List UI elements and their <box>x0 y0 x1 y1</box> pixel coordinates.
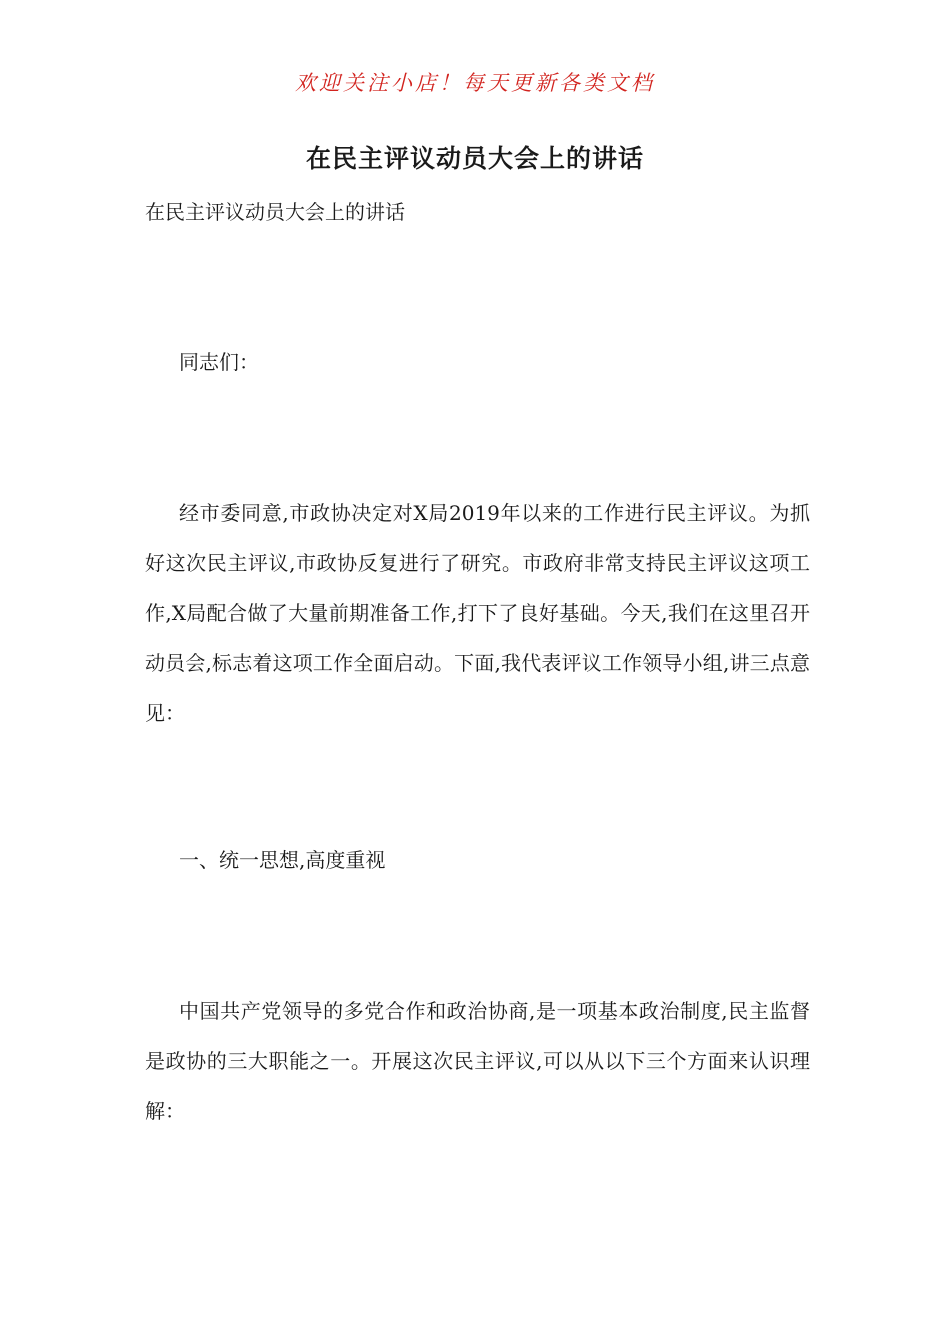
section-heading-1: 一、统一思想,高度重视 <box>179 848 386 872</box>
salutation-paragraph: 同志们： <box>179 350 259 374</box>
store-banner: 欢迎关注小店！每天更新各类文档 <box>295 71 655 95</box>
section-body-paragraph: 中国共产党领导的多党合作和政治协商,是一项基本政治制度,民主监督是政协的三大职能之一。开展这次民主评议,可以从以下三个方面来认识理解： <box>145 999 810 1123</box>
intro-paragraph: 经市委同意,市政协决定对X局2019年以来的工作进行民主评议。为抓好这次民主评议,市政协反复进行了研究。市政府非常支持民主评议这项工作,X局配合做了大量前期准备工作,打下了良好基础。今天,我们在这里召开动员会,标志着这项工作全面启动。下面,我代表评议工作领导小组,讲三点意见： <box>145 501 810 725</box>
document-title: 在民主评议动员大会上的讲话 <box>305 144 644 173</box>
document-subtitle: 在民主评议动员大会上的讲话 <box>145 200 405 224</box>
